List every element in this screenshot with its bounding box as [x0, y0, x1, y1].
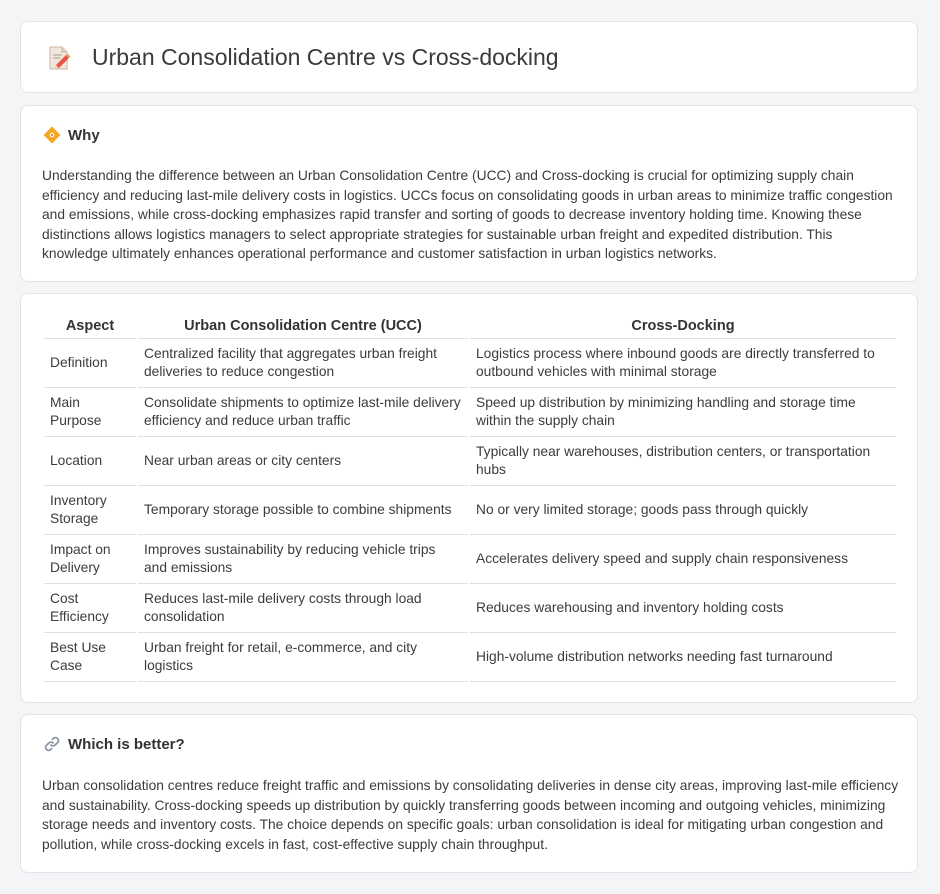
row-aspect: Impact on Delivery [44, 535, 136, 584]
why-heading: Why [68, 126, 100, 144]
row-ucc: Reduces last-mile delivery costs through load consolidation [138, 584, 468, 633]
row-aspect: Location [44, 437, 136, 486]
comparison-table-card [20, 293, 918, 703]
table-row [44, 486, 896, 535]
table-row [44, 339, 896, 388]
which-is-better-heading: Which is better? [68, 735, 185, 753]
row-ucc: Urban freight for retail, e-commerce, and city logistics [138, 633, 468, 682]
row-cross-docking: Logistics process where inbound goods are directly transferred to outbound vehicles with minimal storage [470, 339, 896, 388]
row-aspect: Main Purpose [44, 388, 136, 437]
page-title: Urban Consolidation Centre vs Cross-docking [92, 44, 559, 70]
table-header-row [44, 314, 896, 339]
why-body: Understanding the difference between an Urban Consolidation Centre (UCC) and Cross-docking is crucial for optimizing supply chain efficiency and reducing last-mile delivery costs in logistics. UCCs focus on consolidating goods in urban areas to minimize traffic congestion and emissions, while cross-docking emphasizes rapid transfer and sorting of goods to decrease inventory holding time. Knowing these distinctions allows logistics managers to select appropriate strategies for sustainable urban freight and expedited distribution. This knowledge ultimately enhances operational performance and customer satisfaction in urban logistics networks. [42, 168, 893, 261]
why-section [20, 105, 918, 282]
row-ucc: Temporary storage possible to combine shipments [138, 486, 468, 535]
title-card [20, 21, 918, 93]
link-icon [43, 735, 61, 753]
which-is-better-section [20, 714, 918, 873]
table-row [44, 633, 896, 682]
row-aspect: Best Use Case [44, 633, 136, 682]
row-aspect: Inventory Storage [44, 486, 136, 535]
row-cross-docking: Reduces warehousing and inventory holding costs [470, 584, 896, 633]
row-ucc: Improves sustainability by reducing vehicle trips and emissions [138, 535, 468, 584]
row-aspect: Cost Efficiency [44, 584, 136, 633]
row-cross-docking: High-volume distribution networks needing fast turnaround [470, 633, 896, 682]
row-aspect: Definition [44, 339, 136, 388]
row-ucc: Near urban areas or city centers [138, 437, 468, 486]
row-cross-docking: Typically near warehouses, distribution centers, or transportation hubs [470, 437, 896, 486]
table-row [44, 584, 896, 633]
table-row [44, 535, 896, 584]
table-row [44, 388, 896, 437]
comparison-table [42, 314, 898, 682]
row-ucc: Consolidate shipments to optimize last-mile delivery efficiency and reduce urban traffic [138, 388, 468, 437]
which-is-better-body: Urban consolidation centres reduce freight traffic and emissions by consolidating deliveries in dense city areas, improving last-mile efficiency and sustainability. Cross-docking speeds up distribution by quickly transferring goods between incoming and outgoing vehicles, minimizing storage needs and inventory costs. The choice depends on specific goals: urban consolidation is ideal for mitigating urban congestion and pollution, while cross-docking excels in fast, cost-effective supply chain throughput. [42, 778, 899, 852]
row-cross-docking: Speed up distribution by minimizing handling and storage time within the supply chain [470, 388, 896, 437]
header-ucc: Urban Consolidation Centre (UCC) [138, 314, 468, 339]
row-cross-docking: Accelerates delivery speed and supply chain responsiveness [470, 535, 896, 584]
header-cross-docking: Cross-Docking [470, 314, 896, 339]
row-ucc: Centralized facility that aggregates urban freight deliveries to reduce congestion [138, 339, 468, 388]
header-aspect: Aspect [44, 314, 136, 339]
diamond-signal-icon [43, 126, 61, 144]
row-cross-docking: No or very limited storage; goods pass through quickly [470, 486, 896, 535]
table-row [44, 437, 896, 486]
document-pencil-icon [46, 45, 72, 71]
